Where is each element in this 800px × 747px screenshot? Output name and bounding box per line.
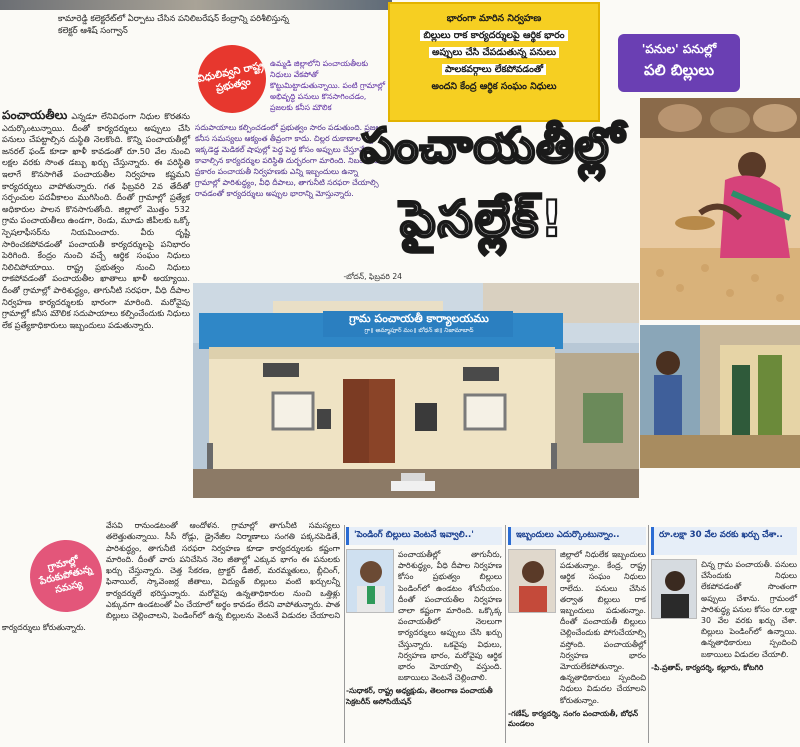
deck-line-5: అందని కేంద్ర ఆర్థిక సంఘం నిధులు bbox=[431, 81, 557, 92]
person-photo-1 bbox=[346, 549, 394, 613]
column-divider bbox=[505, 525, 506, 743]
left-article-body: ఎన్నడూ లేనివిధంగా నిధుల కొరతను ఎదుర్కొంటున్నాయి. దీంతో కార్యదర్శులు అప్పులు చేసి పనులు చేపట్టాల్సిన దుస్థితి నెలకొంది. కొన్ని పంచాయతీల్లో జనరల్ ఫండ్ కూడా ఖాళీ కావడంతో రూ.50 వేల నుంచి లక్షల వరకు సొంత డబ్బు ఖర్చు చేస్తున్నారు. ఈ పరిస్థితి ఇలాగే కొనసాగితే పంచాయతీల నిర్వహణ కష్టమని కార్యదర్శులు వాపోతున్నారు. గత ఫిబ్రవరి 2వ తేదీతో సర్పంచుల పదవీకాలం ముగిసింది. దీంతో గ్రామాల్లో ప్రత్యేక అధికారుల పాలన కొనసాగుతోంది. జిల్లాలో మొత్తం 532 గ్రామ పంచాయతీలు ఉండగా, రెండు, మూడు జీపీలకు ఒక్కో స్పెషలాఫీసర్‌ను నియమించారు. వీరు దృష్టి సారించకపోవడంతో పంచాయతీ కార్యదర్శులపై పనిభారం పెరిగింది. కేంద్రం నుంచి వచ్చే ఆర్థిక సంఘం నిధులు నిలిచిపోయాయి. రాష్ట్ర ప్రభుత్వం నుంచి నిధులు రాకపోవడంతో పంచాయతీల ఖాతాలు ఖాళీ అయ్యాయి. దీంతో గ్రామాల్లో పారిశుద్ధ్యం, తాగునీటి సరఫరా, వీధి దీపాల నిర్వహణ కార్యదర్శులకు భారంగా మారింది. మరోవైపు గ్రామాల్లో కనీస మౌలిక సదుపాయాలు కల్పించేందుకు నిధులు లేక ప్రత్యేకాధికారులు ఇబ్బందులు పడుతున్నారు. bbox=[2, 111, 190, 330]
quote-2-credit: -గణేష్, కార్యదర్శి, సంగం పంచాయతీ, బోధన్ మండలం bbox=[508, 708, 639, 729]
dateline: -బోదన్, ఫిబ్రవరి 24 bbox=[343, 272, 402, 281]
deck-line-3: అప్పులు చేసి చేపడుతున్న పనులు bbox=[429, 47, 559, 58]
top-photo-caption: కామారెడ్డి కలెక్టరేట్‌లో ఏర్పాటు చేసిన పనిలిబరేషన్ కేంద్రాన్ని పరిశీలిస్తున్న కలెక్టర్ ఆశిష్ సంగ్వాన్ bbox=[58, 13, 289, 35]
headline-deck bbox=[388, 2, 600, 122]
deck-line-1: భారంగా మారిన నిర్వహణ bbox=[446, 13, 542, 24]
quote-2-heading: ఇబ్బందులు ఎదుర్కొంటున్నాం.. bbox=[508, 527, 646, 545]
quote-box-3 bbox=[651, 527, 797, 673]
article-lead-word: పంచాయతీలు bbox=[2, 108, 68, 122]
office-signboard-sub: గ్రా॥ అమ్మాపూర్ మం॥ బోధన్ జి॥ నిజామాబాద్ bbox=[364, 327, 474, 334]
person-photo-3 bbox=[651, 559, 697, 619]
column-badge bbox=[618, 34, 740, 92]
deck-line-2: బిల్లులు రాక కార్యదర్శులపై ఆర్థిక భారం bbox=[420, 30, 567, 41]
quote-3-credit: -పి.ప్రతాప్, కార్యదర్శి, కల్లూరు, కోటగిరి bbox=[651, 662, 764, 672]
person-photo-2 bbox=[508, 549, 556, 613]
quote-3-body: చిన్న గ్రామ పంచాయతీ. పనులు చేసేందుకు నిధులు లేకపోవడంతో సొంతంగా అప్పులు చేశాను. గ్రామంలో పారిశుద్ధ్య పనుల కోసం రూ.లక్షా 30 వేల వరకు ఖర్చు చేశా. బిల్లులు పెండింగ్‌లో ఉన్నాయి. ఉన్నతాధికారులు స్పందించి బకాయిలు విడుదల చేయాలి. bbox=[701, 560, 797, 659]
panchayat-office-photo bbox=[193, 283, 639, 498]
quote-box-1 bbox=[346, 527, 502, 707]
bottom-article-body: వేసవి రానుండటంతో ఆందోళన. గ్రామాల్లో తాగునీటి సమస్యలు తలెత్తుతున్నాయి. సీసీ రోడ్లు, డ్రైనేజీల నిర్మాణాలు సంగతి పక్కనపెడితే, పారిశుద్ధ్యం, తాగునీటి సరఫరా నిర్వహణ కూడా కార్యదర్శులకు కష్టంగా మారింది. దీంతో వారు పనిచేసిన నెల జీతాల్లో ఎక్కువ భాగం ఈ పనులకు ఖర్చు చేస్తున్నారు. చెత్త సేకరణ, ట్రాక్టర్ డీజిల్, మరమ్మతులు, బ్లీచింగ్, ఫినాయిల్, స్కావెంజర్ల జీతాలు, విద్యుత్ బిల్లులు వంటి ఖర్చులన్నీ కార్యదర్శులే భరిస్తున్నారు. మరోవైపు ఉన్నతాధికారుల నుంచి ఒత్తిళ్లు ఎక్కువగా ఉండటంతో ఏం చేయాలో అర్థం కావడం లేదని వాపోతున్నారు. పాత బిల్లులు చెల్లించాలని, పెండింగ్‌లో ఉన్న బిల్లులను వెంటనే విడుదల చేయాలని కార్యదర్శులు కోరుతున్నారు. bbox=[2, 521, 340, 632]
state-govt-circle: విధులివ్వని రాష్ట్ర ప్రభుత్వం bbox=[192, 39, 273, 120]
woman-with-grain-photo bbox=[640, 98, 800, 320]
quote-box-2 bbox=[508, 527, 646, 730]
intro-text: ఉమ్మడి జిల్లాలోని పంచాయతీలకు నిధులు వేకపోతో కొట్టుమిట్టాడుతున్నాయి. పంటి గ్రామాల్లో అభివృద్ధి పనులు కొనసాగించడం, ప్రజలకు కనీస మౌలిక bbox=[270, 59, 386, 112]
badge-line-2: పలి బిల్లులు bbox=[643, 61, 715, 79]
left-article bbox=[2, 110, 190, 331]
badge-line-1: 'పనుల' పనుల్లో bbox=[641, 42, 717, 56]
quote-1-credit: -సుధాకర్, రాష్ట్ర అధ్యక్షుడు, తెలంగాణ పంచాయతీ సెక్రటరీస్ అసోసియేషన్ bbox=[346, 686, 493, 706]
quote-2-body: జిల్లాలో నిధులేక ఇబ్బందులు పడుతున్నాం. కేంద్ర, రాష్ట్ర ఆర్థిక సంఘం నిధులు రాలేదు. పనులు చేసిన తర్వాత బిల్లులు రాక ఇబ్బందులు పడుతున్నాం. దీంతో పంచాయతీ బిల్లులు చెల్లించేందుకు పోగుచేయాల్సి వస్తోంది. పంచాయతీల్లో నిర్వహణ భారం మోయలేకపోతున్నాం. ఉన్నతాధికారులు స్పందించి నిధులు విడుదల చేయాలని కోరుతున్నాం. bbox=[560, 550, 646, 705]
headline-line-2: పైసల్లేక్! bbox=[400, 190, 566, 248]
column-divider bbox=[344, 525, 345, 743]
village-problem-circle: గ్రామాల్లో పేరుకుపోతున్న సమస్య bbox=[22, 532, 109, 619]
quote-3-heading: రూ.లక్షా 30 వేల వరకు ఖర్చు చేశా.. bbox=[651, 527, 797, 555]
office-signboard: గ్రామ పంచాయతీ కార్యాలయము bbox=[349, 312, 489, 325]
headline-line-1: పంచాయతీల్లో bbox=[360, 118, 626, 174]
quote-1-heading: 'పెండింగ్ బిల్లులు వెంటనే ఇవ్వాలి..' bbox=[346, 527, 502, 545]
intro-text-continued: సదుపాయాలు కల్పించడంలో ప్రభుత్వం సారం పడుతుంది. ప్రజల కనీస సమస్యలు ఆక్యంత తీవ్రంగా కాదు. చిల్లర దుకాణాల ఇష్ట ఇక్కడెడ్డ మెడికల్ షాపుల్లో పెద్ద పెద్ద కోసం అప్పులు చేస్తూనే కావాల్సిన కార్యదర్శుల పరిస్థితి దుర్భరంగా మారింది. నిబంధనల ప్రకారం పంచాయతీ నిర్వహణకు ఎన్ని ఇబ్బందులు ఉన్నా గ్రామాల్లో పారిశుద్ధ్యం, వీధి దీపాలు, తాగునీటి సరఫరా చేయాల్సి రావడంతో కార్యదర్శులు అప్పుల భారాన్ని మోస్తున్నారు. bbox=[195, 123, 381, 198]
deck-line-4: పాలకవర్గాలు లేకపోవడంతో bbox=[442, 64, 546, 75]
top-photo-strip bbox=[0, 0, 392, 10]
quote-1-body: పంచాయతీల్లో తాగునీరు, పారిశుద్ధ్యం, వీధి దీపాల నిర్వహణ కోసం ప్రభుత్వం బిల్లులు పెండింగ్‌లో ఉండటం శోచనీయం. దీంతో పంచాయతీల నిర్వహణ చాలా కష్టంగా మారింది. ఒక్కొక్క పంచాయతీలో నెలలుగా కార్యదర్శులు అప్పులు చేసి ఖర్చు చేస్తున్నారు. ఒకవైపు విధులు, నిర్వహణ భారం, మరోవైపు ఆర్థిక భారం మోయాల్సి వస్తుంది. బకాయిలు వెంటనే చెల్లించాలి. bbox=[398, 550, 502, 683]
children-near-grain-photo bbox=[640, 325, 800, 468]
column-divider bbox=[648, 525, 649, 743]
